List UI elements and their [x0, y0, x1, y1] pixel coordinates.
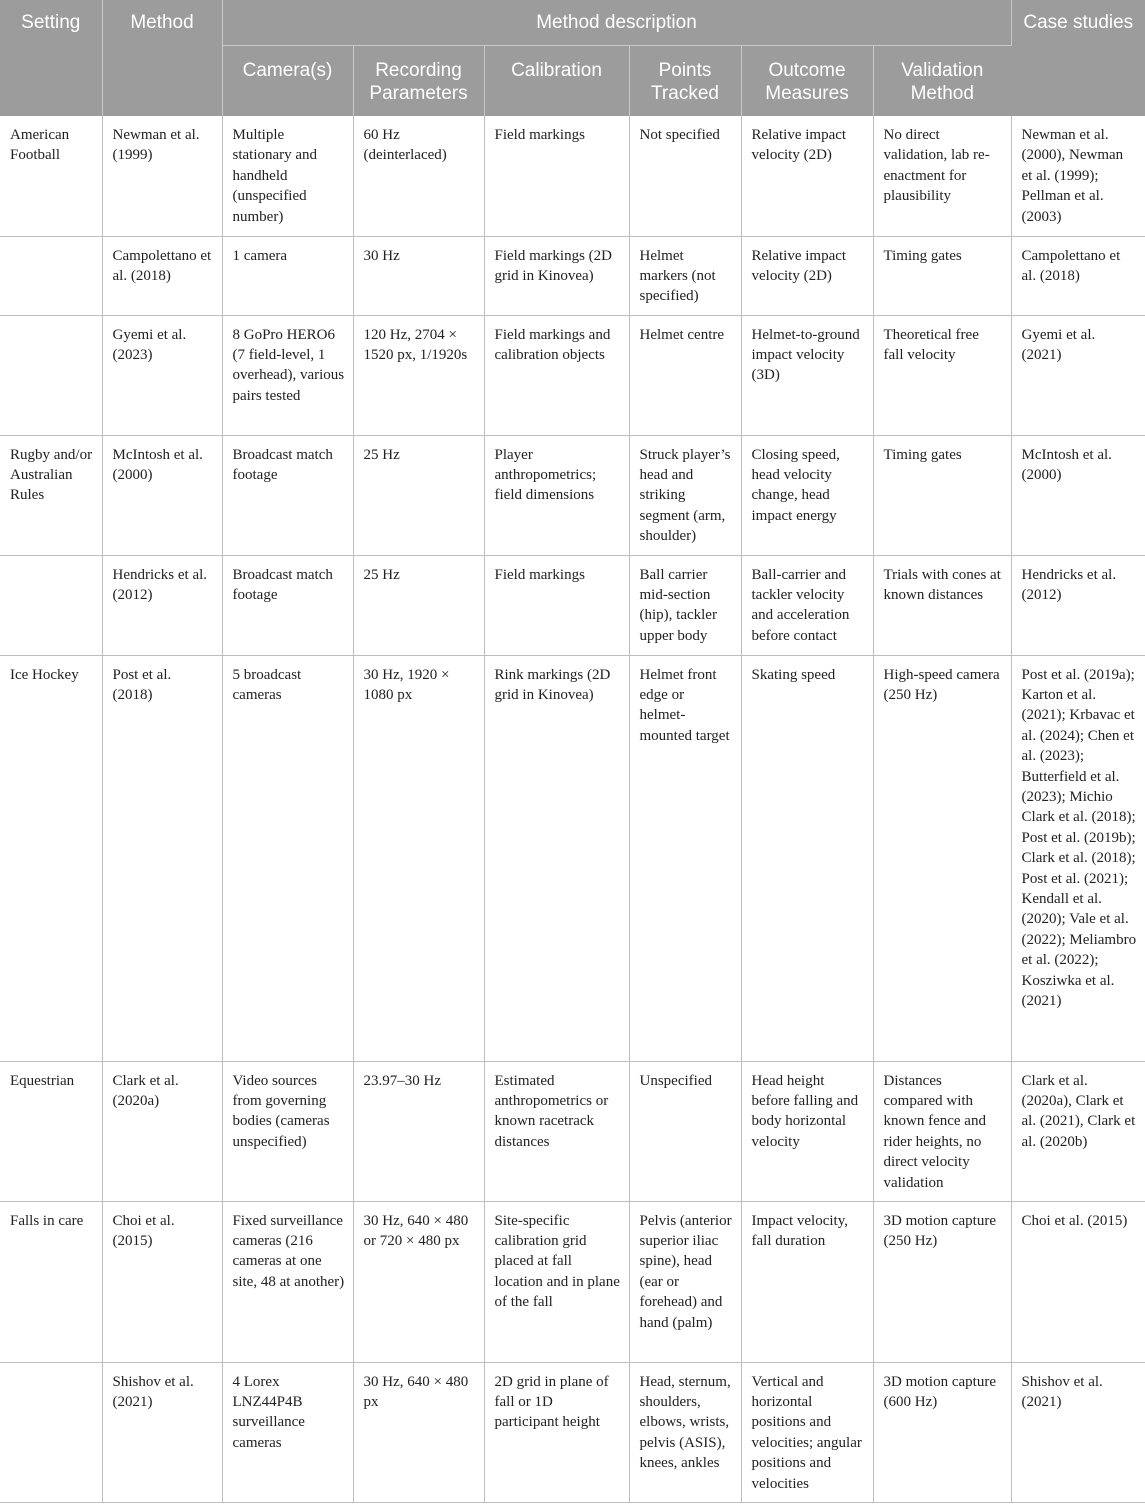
cell-calibration: 2D grid in plane of fall or 1D participant height: [484, 1362, 629, 1502]
cell-outcome: Closing speed, head velocity change, head impact energy: [741, 435, 873, 555]
cell-recording: 120 Hz, 2704 × 1520 px, 1/1920s: [353, 315, 484, 435]
cell-cases: Hendricks et al. (2012): [1011, 555, 1145, 655]
header-points-tracked: Points Tracked: [629, 46, 741, 117]
cell-points: Head, sternum, shoulders, elbows, wrists, pelvis (ASIS), knees, ankles: [629, 1362, 741, 1502]
table-row: [0, 435, 1145, 555]
cell-cameras: 1 camera: [222, 236, 353, 315]
cell-validation: Timing gates: [873, 435, 1011, 555]
cell-cameras: Fixed surveillance cameras (216 cameras at one site, 48 at another): [222, 1201, 353, 1362]
cell-validation: 3D motion capture (250 Hz): [873, 1201, 1011, 1362]
cell-cameras: Multiple stationary and handheld (unspecified number): [222, 116, 353, 236]
cell-cases: McIntosh et al. (2000): [1011, 435, 1145, 555]
table-body: [0, 116, 1145, 1502]
cell-cameras: 4 Lorex LNZ44P4B surveillance cameras: [222, 1362, 353, 1502]
cell-method: Post et al. (2018): [102, 655, 222, 1061]
cell-recording: 23.97–30 Hz: [353, 1061, 484, 1201]
cell-calibration: Rink markings (2D grid in Kinovea): [484, 655, 629, 1061]
cell-setting: [0, 315, 102, 435]
table-row: [0, 116, 1145, 236]
cell-points: Pelvis (anterior superior iliac spine), head (ear or forehead) and hand (palm): [629, 1201, 741, 1362]
cell-outcome: Skating speed: [741, 655, 873, 1061]
cell-validation: Timing gates: [873, 236, 1011, 315]
header-case-studies: Case studies: [1011, 0, 1145, 116]
cell-cases: Campolettano et al. (2018): [1011, 236, 1145, 315]
cell-outcome: Head height before falling and body horizontal velocity: [741, 1061, 873, 1201]
cell-method: McIntosh et al. (2000): [102, 435, 222, 555]
cell-points: Unspecified: [629, 1061, 741, 1201]
cell-cameras: 8 GoPro HERO6 (7 field-level, 1 overhead), various pairs tested: [222, 315, 353, 435]
header-outcome-measures: Outcome Measures: [741, 46, 873, 117]
cell-outcome: Relative impact velocity (2D): [741, 236, 873, 315]
cell-validation: Distances compared with known fence and rider heights, no direct velocity validation: [873, 1061, 1011, 1201]
cell-cases: Choi et al. (2015): [1011, 1201, 1145, 1362]
cell-method: Choi et al. (2015): [102, 1201, 222, 1362]
cell-cameras: 5 broadcast cameras: [222, 655, 353, 1061]
cell-outcome: Vertical and horizontal positions and velocities; angular positions and velocities: [741, 1362, 873, 1502]
cell-calibration: Field markings and calibration objects: [484, 315, 629, 435]
cell-points: Helmet front edge or helmet-mounted target: [629, 655, 741, 1061]
cell-outcome: Helmet-to-ground impact velocity (3D): [741, 315, 873, 435]
cell-cases: Shishov et al. (2021): [1011, 1362, 1145, 1502]
header-validation-method: Validation Method: [873, 46, 1011, 117]
cell-setting: American Football: [0, 116, 102, 236]
header-recording-parameters: Recording Parameters: [353, 46, 484, 117]
cell-validation: No direct validation, lab re-enactment for plausibility: [873, 116, 1011, 236]
cell-recording: 30 Hz, 640 × 480 or 720 × 480 px: [353, 1201, 484, 1362]
cell-validation: Theoretical free fall velocity: [873, 315, 1011, 435]
cell-setting: Ice Hockey: [0, 655, 102, 1061]
cell-setting: [0, 555, 102, 655]
cell-points: Helmet centre: [629, 315, 741, 435]
cell-points: Ball carrier mid-section (hip), tackler upper body: [629, 555, 741, 655]
cell-cases: Clark et al. (2020a), Clark et al. (2021), Clark et al. (2020b): [1011, 1061, 1145, 1201]
table-row: [0, 655, 1145, 1061]
cell-recording: 30 Hz, 1920 × 1080 px: [353, 655, 484, 1061]
cell-calibration: Site-specific calibration grid placed at fall location and in plane of the fall: [484, 1201, 629, 1362]
header-method: Method: [102, 0, 222, 116]
cell-setting: Falls in care: [0, 1201, 102, 1362]
header-cameras: Camera(s): [222, 46, 353, 117]
cell-outcome: Relative impact velocity (2D): [741, 116, 873, 236]
cell-calibration: Field markings (2D grid in Kinovea): [484, 236, 629, 315]
cell-method: Campolettano et al. (2018): [102, 236, 222, 315]
cell-cases: Newman et al. (2000), Newman et al. (1999); Pellman et al. (2003): [1011, 116, 1145, 236]
cell-recording: 30 Hz, 640 × 480 px: [353, 1362, 484, 1502]
cell-points: Not specified: [629, 116, 741, 236]
header-setting: Setting: [0, 0, 102, 116]
cell-cameras: Broadcast match footage: [222, 435, 353, 555]
cell-outcome: Impact velocity, fall duration: [741, 1201, 873, 1362]
cell-calibration: Field markings: [484, 116, 629, 236]
cell-setting: [0, 236, 102, 315]
cell-method: Shishov et al. (2021): [102, 1362, 222, 1502]
cell-setting: Rugby and/or Australian Rules: [0, 435, 102, 555]
table-row: [0, 555, 1145, 655]
cell-method: Hendricks et al. (2012): [102, 555, 222, 655]
cell-validation: High-speed camera (250 Hz): [873, 655, 1011, 1061]
cell-cases: Gyemi et al. (2021): [1011, 315, 1145, 435]
cell-cases: Post et al. (2019a); Karton et al. (2021); Krbavac et al. (2024); Chen et al. (2023); Butterfield et al. (2023); Michio Clark et al. (2018); Post et al. (2019b); Clark et al. (2018); Post et al. (2021); Kendall et al. (2020); Vale et al. (2022); Meliambro et al. (2022); Kosziwka et al. (2021): [1011, 655, 1145, 1061]
cell-setting: [0, 1362, 102, 1502]
cell-calibration: Field markings: [484, 555, 629, 655]
table-row: [0, 315, 1145, 435]
cell-points: Helmet markers (not specified): [629, 236, 741, 315]
cell-cameras: Video sources from governing bodies (cameras unspecified): [222, 1061, 353, 1201]
cell-method: Newman et al. (1999): [102, 116, 222, 236]
cell-recording: 25 Hz: [353, 435, 484, 555]
cell-setting: Equestrian: [0, 1061, 102, 1201]
cell-recording: 60 Hz (deinterlaced): [353, 116, 484, 236]
cell-validation: Trials with cones at known distances: [873, 555, 1011, 655]
cell-outcome: Ball-carrier and tackler velocity and acceleration before contact: [741, 555, 873, 655]
cell-validation: 3D motion capture (600 Hz): [873, 1362, 1011, 1502]
cell-recording: 30 Hz: [353, 236, 484, 315]
table-row: [0, 1201, 1145, 1362]
cell-calibration: Player anthropometrics; field dimensions: [484, 435, 629, 555]
cell-method: Clark et al. (2020a): [102, 1061, 222, 1201]
table-header: [0, 0, 1145, 116]
cell-cameras: Broadcast match footage: [222, 555, 353, 655]
header-method-description: Method description: [222, 0, 1011, 46]
cell-recording: 25 Hz: [353, 555, 484, 655]
header-calibration: Calibration: [484, 46, 629, 117]
cell-calibration: Estimated anthropometrics or known racetrack distances: [484, 1061, 629, 1201]
table-row: [0, 1362, 1145, 1502]
table-row: [0, 1061, 1145, 1201]
table-row: [0, 236, 1145, 315]
cell-method: Gyemi et al. (2023): [102, 315, 222, 435]
cell-points: Struck player’s head and striking segment (arm, shoulder): [629, 435, 741, 555]
